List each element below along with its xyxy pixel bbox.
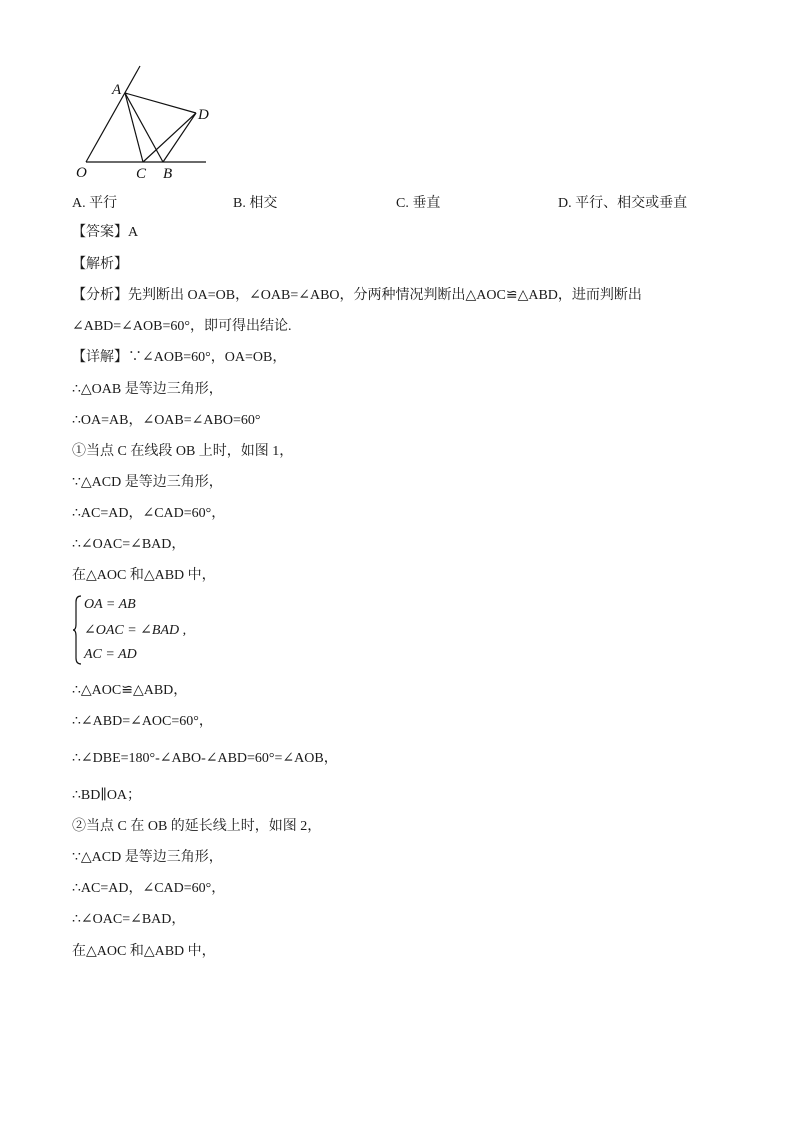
fenxi-line-1 [72, 287, 642, 305]
proof-line: ∴∠OAC=∠BAD， [72, 912, 186, 927]
proof-line: ∴∠OAC=∠BAD， [72, 537, 186, 552]
segment-cd [143, 113, 196, 162]
analysis-heading: 【解析】 [72, 257, 128, 272]
option-a: A. 平行 [72, 196, 118, 211]
segment-ad [125, 93, 196, 113]
segment-ab [125, 93, 163, 162]
proof-line: ∵△ACD 是等边三角形， [72, 850, 223, 865]
proof-line: ∴∠ABD=∠AOC=60°， [72, 714, 213, 729]
system-eq-3: AC = AD [84, 647, 137, 662]
xiangjie-line-1 [72, 349, 286, 367]
xiangjie-tag: 【详解】 [72, 350, 128, 365]
proof-line: ∵△ACD 是等边三角形， [72, 475, 223, 490]
proof-line: ②当点 C 在 OB 的延长线上时，如图 2， [72, 819, 322, 834]
answer-tag: 【答案】 [72, 225, 128, 240]
label-d: D [198, 107, 209, 123]
ray-oa [86, 66, 140, 162]
label-c: C [136, 166, 147, 182]
fenxi-tag: 【分析】 [72, 288, 128, 303]
geometry-figure [70, 62, 230, 186]
proof-line: ∴BD∥OA； [72, 788, 142, 803]
xiangjie-text-1: ∵∠AOB=60°，OA=OB， [128, 350, 287, 365]
equation-system [72, 594, 212, 666]
proof-line: ∴OA=AB，∠OAB=∠ABO=60° [72, 413, 261, 428]
proof-line: ∴△AOC≌△ABD， [72, 683, 188, 698]
proof-line: ∴AC=AD，∠CAD=60°， [72, 506, 226, 521]
proof-line: ∴∠DBE=180°-∠ABO-∠ABD=60°=∠AOB， [72, 751, 338, 766]
fenxi-line-2: ∠ABD=∠AOB=60°，即可得出结论. [72, 319, 292, 334]
proof-line: ∴△OAB 是等边三角形， [72, 382, 223, 397]
left-brace-icon [72, 594, 82, 666]
label-o: O [76, 165, 87, 181]
label-b: B [163, 166, 173, 182]
proof-line: ∴AC=AD，∠CAD=60°， [72, 881, 226, 896]
answer-options [72, 192, 752, 212]
option-c: C. 垂直 [396, 196, 441, 211]
segment-bd [163, 113, 196, 162]
answer-value: A [128, 225, 139, 240]
proof-line: ①当点 C 在线段 OB 上时，如图 1， [72, 444, 294, 459]
option-b: B. 相交 [233, 196, 278, 211]
fenxi-text-1: 先判断出 OA=OB，∠OAB=∠ABO，分两种情况判断出△AOC≌△ABD，进而判断出 [128, 288, 642, 303]
system-eq-2: ∠OAC = ∠BAD , [84, 623, 187, 638]
segment-ac [125, 93, 143, 162]
proof-line: 在△AOC 和△ABD 中， [72, 944, 216, 959]
option-d: D. 平行、相交或垂直 [558, 196, 688, 211]
label-a: A [112, 82, 122, 98]
system-eq-1: OA = AB [84, 597, 136, 612]
answer-line [72, 224, 138, 242]
proof-line: 在△AOC 和△ABD 中， [72, 568, 216, 583]
